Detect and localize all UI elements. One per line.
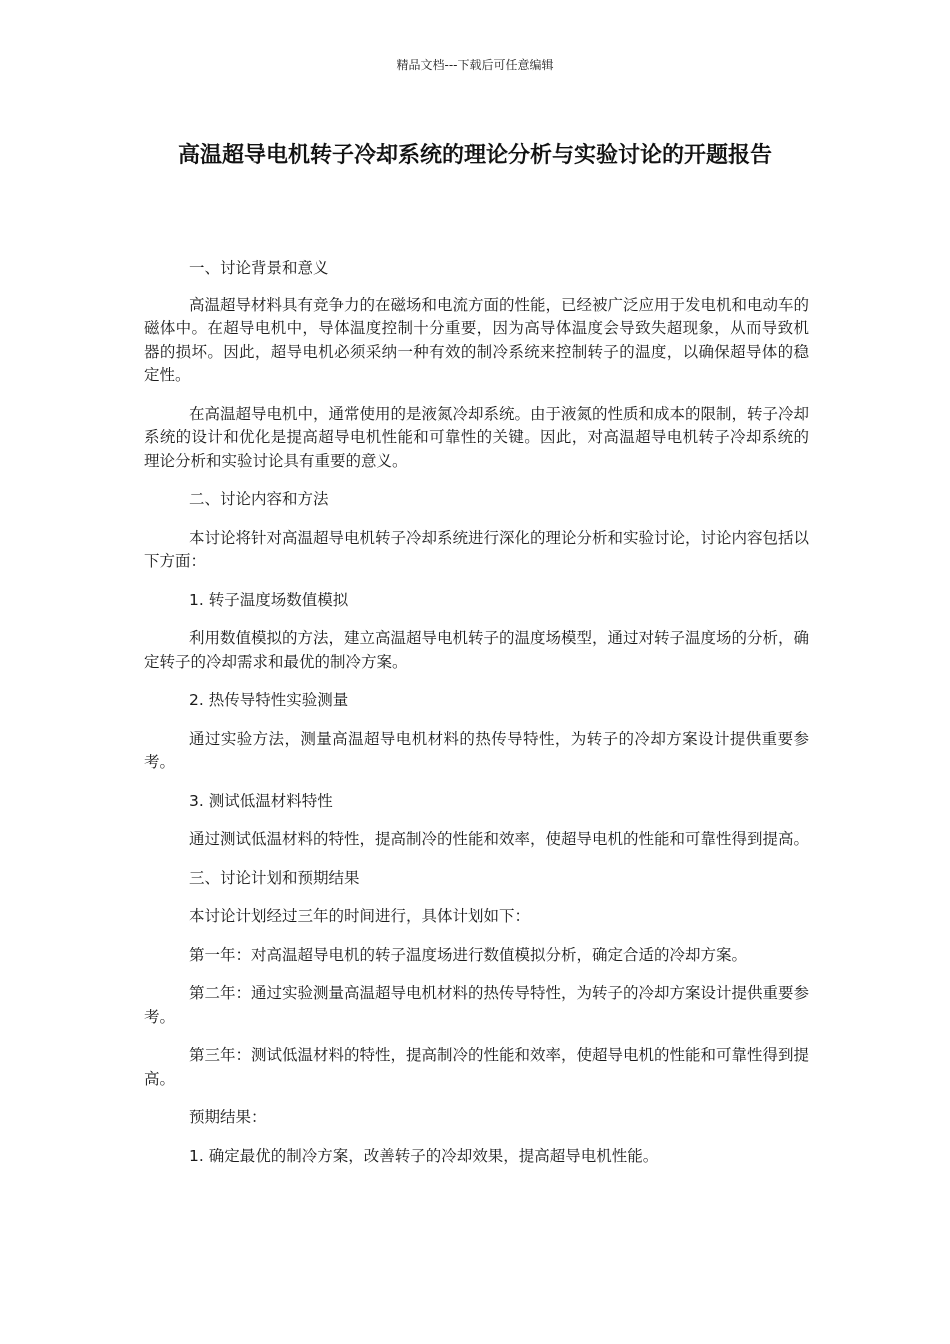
item-heading-low-temp-materials: 3. 测试低温材料特性 <box>189 791 333 810</box>
item-text-low-temp-materials: 通过测试低温材料的特性，提高制冷的性能和效率，使超导电机的性能和可靠性得到提高。 <box>189 830 810 848</box>
plan-year-1: 第一年：对高温超导电机的转子温度场进行数值模拟分析，确定合适的冷却方案。 <box>189 945 748 964</box>
item-heading-temperature-simulation: 1. 转子温度场数值模拟 <box>189 590 349 609</box>
section-heading-background: 一、讨论背景和意义 <box>189 259 329 277</box>
paragraph-background-2: 在高温超导电机中，通常使用的是液氮冷却系统。由于液氮的性质和成本的限制，转子冷却系统的设计和优化是提高超导电机性能和可靠性的关键。因此，对高温超导电机转子冷却系统的理论分析和实验讨论具有重要的意义。 <box>144 404 810 470</box>
item-heading-thermal-conduction: 2. 热传导特性实验测量 <box>189 691 349 709</box>
section-heading-content-methods: 二、讨论内容和方法 <box>189 490 329 508</box>
paragraph-background-1: 高温超导材料具有竞争力的在磁场和电流方面的性能，已经被广泛应用于发电机和电动车的磁体中。在超导电机中，导体温度控制十分重要，因为高导体温度会导致失超现象，从而导致机器的损坏。因此，超导电机必须采纳一种有效的制冷系统来控制转子的温度，以确保超导体的稳定性。 <box>144 295 810 384</box>
expected-result-1: 1. 确定最优的制冷方案，改善转子的冷却效果，提高超导电机性能。 <box>189 1146 659 1165</box>
item-text-thermal-conduction: 通过实验方法，测量高温超导电机材料的热传导特性，为转子的冷却方案设计提供重要参考。 <box>144 729 809 771</box>
document-body <box>144 257 809 1168</box>
section-heading-plan-results: 三、讨论计划和预期结果 <box>189 868 360 887</box>
document-title: 高温超导电机转子冷却系统的理论分析与实验讨论的开题报告 <box>177 143 772 168</box>
expected-results-heading: 预期结果： <box>189 1108 267 1126</box>
page-header: 精品文档---下载后可任意编辑 <box>396 58 554 72</box>
item-text-temperature-simulation: 利用数值模拟的方法，建立高温超导电机转子的温度场模型，通过对转子温度场的分析，确定转子的冷却需求和最优的制冷方案。 <box>144 629 810 671</box>
paragraph-plan-intro: 本讨论计划经过三年的时间进行，具体计划如下： <box>189 907 531 925</box>
plan-year-2: 第二年：通过实验测量高温超导电机材料的热传导特性，为转子的冷却方案设计提供重要参考。 <box>144 984 810 1026</box>
paragraph-content-intro: 本讨论将针对高温超导电机转子冷却系统进行深化的理论分析和实验讨论，讨论内容包括以下方面： <box>144 528 810 570</box>
plan-year-3: 第三年：测试低温材料的特性，提高制冷的性能和效率，使超导电机的性能和可靠性得到提高。 <box>144 1046 810 1088</box>
